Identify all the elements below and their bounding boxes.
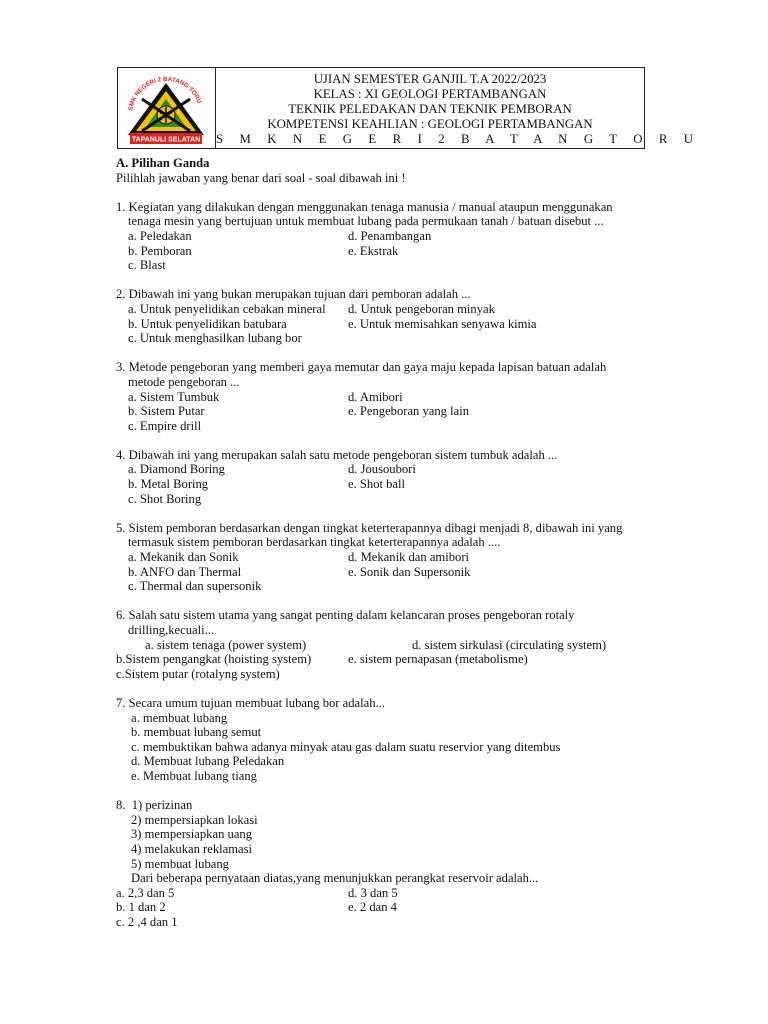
question-text: 6. Salah satu sistem utama yang sangat penting dalam kelancaran proses pengeboran rotaly xyxy=(116,608,575,623)
option-a: a. Mekanik dan Sonik xyxy=(128,550,239,565)
question-text: 1. Kegiatan yang dilakukan dengan menggunakan tenaga manusia / manual ataupun menggunakan xyxy=(116,199,613,214)
question-number: 8. xyxy=(116,798,126,813)
option-c: c. Blast xyxy=(128,258,166,273)
option-c: c.Sistem putar (rotalyng system) xyxy=(116,666,280,681)
option-b: b. Pemboran xyxy=(128,243,192,258)
option-e: e. Untuk memisahkan senyawa kimia xyxy=(348,316,537,331)
option-e: e. 2 dan 4 xyxy=(348,900,397,915)
question-text: tenaga mesin yang bertujuan untuk membuat lubang pada permukaan tanah / batuan disebut ... xyxy=(128,214,604,229)
option-c: c. Empire drill xyxy=(128,418,202,433)
option-d: d. Untuk pengeboran minyak xyxy=(348,301,495,316)
exam-body xyxy=(116,156,676,929)
question-text: 3. Metode pengeboran yang memberi gaya memutar dan gaya maju kepada lapisan batuan adalah xyxy=(116,360,607,375)
option-b: b.Sistem pengangkat (hoisting system) xyxy=(116,652,312,667)
question-7 xyxy=(116,696,676,784)
option-b: b. 1 dan 2 xyxy=(116,900,166,915)
option-e: e. sistem pernapasan (metabolisme) xyxy=(348,652,528,667)
option-e: e. Ekstrak xyxy=(348,243,399,258)
question-2 xyxy=(116,287,676,345)
section-title: A. Pilihan Ganda xyxy=(116,156,210,170)
question-text: 4. Dibawah ini yang merupakan salah satu metode pengeboran sistem tumbuk adalah ... xyxy=(116,447,558,462)
statement-1: 1) perizinan xyxy=(131,798,193,813)
logo-bottom-text: TAPANULI SELATAN xyxy=(131,136,201,144)
option-b: b. Metal Boring xyxy=(128,477,209,492)
school-logo-cell xyxy=(118,68,216,148)
option-a: a. membuat lubang xyxy=(131,710,228,725)
class-line: KELAS : XI GEOLOGI PERTAMBANGAN xyxy=(313,87,547,101)
competence-line: KOMPETENSI KEAHLIAN : GEOLOGI PERTAMBANGAN xyxy=(267,117,593,131)
question-3 xyxy=(116,360,676,433)
question-text: 7. Secara umum tujuan membuat lubang bor adalah... xyxy=(116,695,385,710)
question-6 xyxy=(116,608,676,681)
exam-header xyxy=(117,67,700,149)
option-b: b. Untuk penyelidikan batubara xyxy=(128,316,287,331)
option-d: d. Jousoubori xyxy=(348,462,416,477)
statement-5: 5) membuat lubang xyxy=(131,856,229,871)
question-text: 2. Dibawah ini yang bukan merupakan tujuan dari pemboran adalah ... xyxy=(116,287,471,302)
option-a: a. 2,3 dan 5 xyxy=(116,885,175,900)
option-a: a. Sistem Tumbuk xyxy=(128,389,220,404)
school-name: S M K N E G E R I 2 B A T A N G T O R U xyxy=(216,132,700,146)
option-d: d. Mekanik dan amibori xyxy=(348,550,470,565)
option-d: d. 3 dan 5 xyxy=(348,885,398,900)
option-e: e. Pengeboran yang lain xyxy=(348,404,469,419)
option-a: a. Diamond Boring xyxy=(128,462,225,477)
question-5 xyxy=(116,521,676,594)
option-c: c. Thermal dan supersonik xyxy=(128,579,262,594)
exam-title: UJIAN SEMESTER GANJIL T.A 2022/2023 xyxy=(313,72,547,86)
question-text: metode pengeboran ... xyxy=(128,374,240,389)
question-text: drilling,kecuali... xyxy=(128,623,215,637)
option-d: d. Amibori xyxy=(348,389,403,404)
question-text: Dari beberapa pernyataan diatas,yang menunjukkan perangkat reservoir adalah... xyxy=(131,871,539,886)
option-d: d. Penambangan xyxy=(348,228,432,243)
question-1 xyxy=(116,200,676,273)
header-title-block xyxy=(216,72,700,147)
option-a: a. Peledakan xyxy=(128,228,192,243)
statement-4: 4) melakukan reklamasi xyxy=(131,841,252,856)
option-e: e. Sonik dan Supersonik xyxy=(348,564,471,579)
option-b: b. ANFO dan Thermal xyxy=(128,564,242,579)
statement-3: 3) mempersiapkan uang xyxy=(131,827,252,842)
option-c: c. 2 ,4 dan 1 xyxy=(116,914,178,929)
question-8 xyxy=(116,798,676,929)
subject-line: TEKNIK PELEDAKAN DAN TEKNIK PEMBORAN xyxy=(288,102,572,116)
option-c: c. Shot Boring xyxy=(128,491,202,506)
option-d: d. sistem sirkulasi (circulating system) xyxy=(412,637,607,652)
question-text: 5. Sistem pemboran berdasarkan dengan tingkat keterterapannya dibagi menjadi 8, dibawah ini yang xyxy=(116,520,623,535)
option-e: e. Membuat lubang tiang xyxy=(131,768,257,783)
statement-2: 2) mempersiapkan lokasi xyxy=(131,812,258,827)
option-d: d. Membuat lubang Peledakan xyxy=(131,754,285,769)
option-a: a. Untuk penyelidikan cebakan mineral xyxy=(128,301,326,316)
instruction: Pilihlah jawaban yang benar dari soal - soal dibawah ini ! xyxy=(116,170,406,185)
school-logo xyxy=(120,69,212,147)
question-text: termasuk sistem pemboran berdasarkan tingkat keterterapannya adalah .... xyxy=(128,535,501,550)
option-e: e. Shot ball xyxy=(348,477,406,492)
option-b: b. membuat lubang semut xyxy=(131,725,262,740)
logo-top-text: SMK NEGERI 2 BATANG TORU xyxy=(127,75,203,112)
option-a: a. sistem tenaga (power system) xyxy=(145,637,307,652)
option-b: b. Sistem Putar xyxy=(128,404,205,419)
option-c: c. membuktikan bahwa adanya minyak atau gas dalam suatu reservior yang ditembus xyxy=(131,739,561,754)
option-c: c. Untuk menghasilkan lubang bor xyxy=(128,331,302,346)
question-4 xyxy=(116,448,676,506)
